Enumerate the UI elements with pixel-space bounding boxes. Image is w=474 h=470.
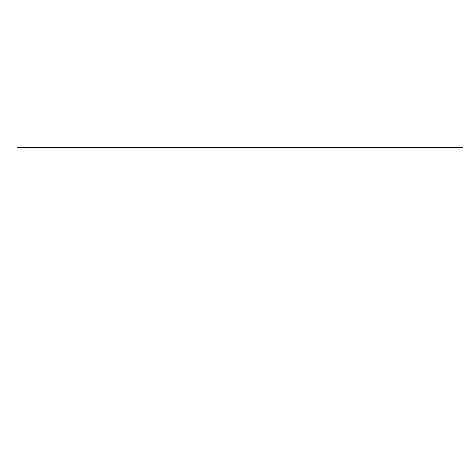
section-a-title	[17, 146, 463, 148]
